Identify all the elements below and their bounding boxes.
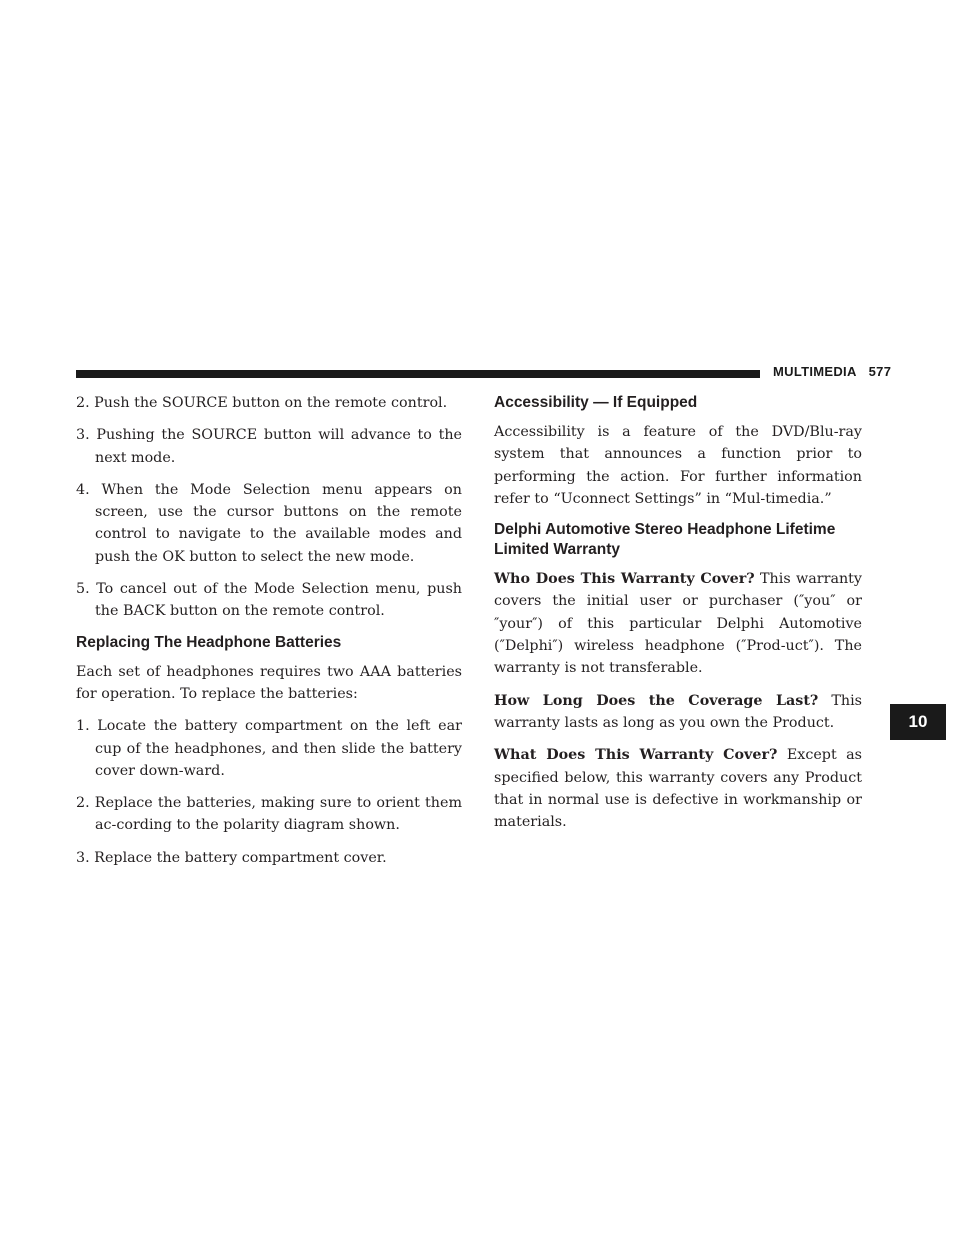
warranty-who-paragraph	[494, 568, 862, 679]
warranty-how-long-text: This warranty lasts as long as you own the Product.	[494, 692, 862, 731]
heading-accessibility: Accessibility — If Equipped	[494, 394, 698, 411]
warranty-who-label: Who Does This Warranty Cover?	[494, 571, 755, 588]
step-item: 2. Replace the batteries, making sure to orient them ac-cording to the polarity diagram shown.	[76, 795, 462, 834]
step-item: 3. Replace the battery compartment cover.	[76, 849, 387, 866]
heading-replacing-batteries: Replacing The Headphone Batteries	[76, 633, 342, 651]
right-column	[494, 392, 862, 843]
warranty-what-paragraph	[494, 744, 862, 833]
step-item: 4. When the Mode Selection menu appears on screen, use the cursor buttons on the remote control to navigate to the available modes and push the OK button to select the new mode.	[76, 481, 462, 565]
step-item: 2. Push the SOURCE button on the remote control.	[76, 395, 448, 411]
warranty-how-long-paragraph	[494, 690, 862, 735]
chapter-tab: 10	[890, 704, 946, 740]
batteries-intro-paragraph: Each set of headphones requires two AAA batteries for operation. To replace the batteries:	[76, 663, 462, 702]
running-header	[773, 364, 891, 379]
step-item: 1. Locate the battery compartment on the left ear cup of the headphones, and then slide the battery cover down-ward.	[76, 718, 462, 779]
warranty-what-label: What Does This Warranty Cover?	[494, 747, 778, 764]
heading-warranty: Delphi Automotive Stereo Headphone Lifetime Limited Warranty	[494, 521, 836, 559]
page-number: 577	[868, 364, 892, 379]
warranty-what-text: Except as specified below, this warranty covers any Product that in normal use is defective in workmanship or materials.	[494, 747, 862, 831]
warranty-who-text: This warranty covers the initial user or purchaser (″you″ or ″your″) of this particular Delphi Automotive (″Delphi″) wireless headphone (″Prod-uct″). The warranty is not transferable.	[494, 571, 862, 677]
warranty-how-long-label: How Long Does the Coverage Last?	[494, 692, 819, 709]
header-rule	[76, 370, 760, 378]
accessibility-paragraph: Accessibility is a feature of the DVD/Blu-ray system that announces a function prior to performing the action. For further information refer to “Uconnect Settings” in “Mul-timedia.”	[494, 424, 862, 507]
header-section-title: MULTIMEDIA	[773, 364, 857, 379]
step-item: 5. To cancel out of the Mode Selection menu, push the BACK button on the remote control.	[76, 581, 462, 620]
left-column	[76, 392, 462, 879]
step-item: 3. Pushing the SOURCE button will advance to the next mode.	[76, 427, 462, 466]
